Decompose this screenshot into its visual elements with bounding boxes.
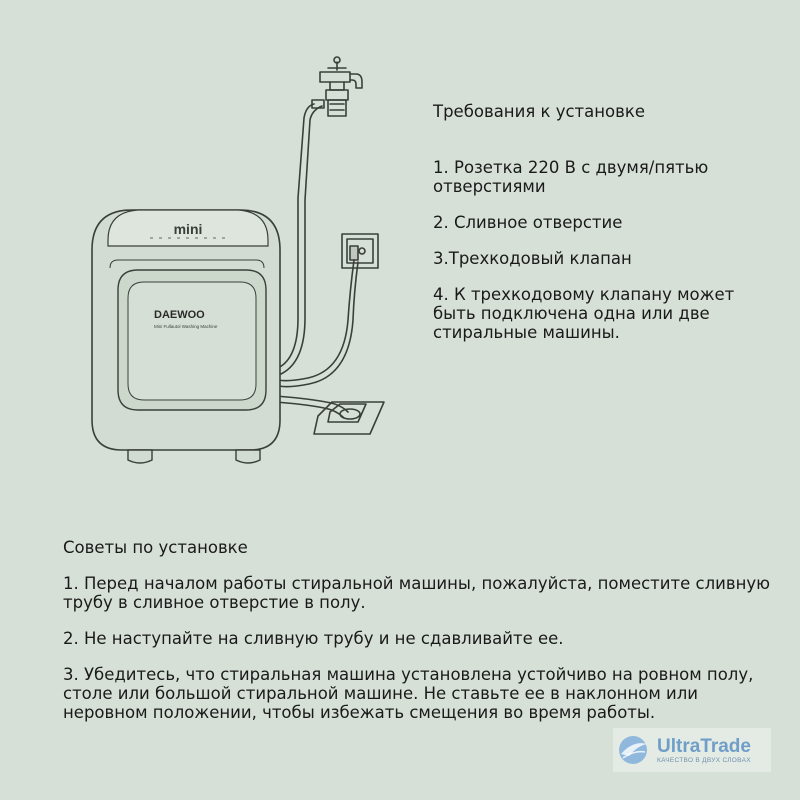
requirement-item: 3.Трехкодовый клапан: [433, 249, 632, 268]
watermark-tagline: КАЧЕСТВО В ДВУХ СЛОВАХ: [657, 756, 751, 764]
tip-item: 1. Перед началом работы стиральной машины, пожалуйста, поместите сливную трубу в сливное отверстие в полу.: [63, 574, 771, 612]
top-logo: mini: [173, 221, 203, 237]
brand-label: DAEWOO: [154, 309, 205, 321]
requirement-item: 1. Розетка 220 В с двумя/пятью отверстиями: [433, 158, 709, 196]
tips-title: Советы по установке: [63, 538, 248, 557]
tip-item: 2. Не наступайте на сливную трубу и не сдавливайте ее.: [63, 629, 564, 648]
wall-socket-icon: [342, 234, 378, 268]
washing-machine-icon: [92, 210, 280, 463]
washing-machine-installation-illustration: [80, 40, 420, 480]
ultratrade-watermark: [613, 728, 771, 772]
installation-tips: [63, 538, 783, 739]
tip-item: 3. Убедитесь, что стиральная машина установлена устойчиво на ровном полу, столе или большой стиральной машине. Не ставьте ее в наклонном или неровном положении, чтобы избежать смещения во время работы.: [63, 665, 754, 722]
watermark-name: UltraTrade: [657, 735, 751, 757]
requirement-item: 2. Сливное отверстие: [433, 213, 623, 232]
requirement-item: 4. К трехкодовому клапану может быть подключена одна или две стиральные машины.: [433, 285, 735, 342]
floor-drain-icon: [314, 402, 384, 434]
requirements-title: Требования к установке: [433, 102, 645, 121]
ultratrade-logo-icon: [613, 730, 653, 770]
installation-requirements: [433, 102, 773, 359]
brand-sublabel: Mini Fullautol Washing Machine: [154, 324, 218, 329]
